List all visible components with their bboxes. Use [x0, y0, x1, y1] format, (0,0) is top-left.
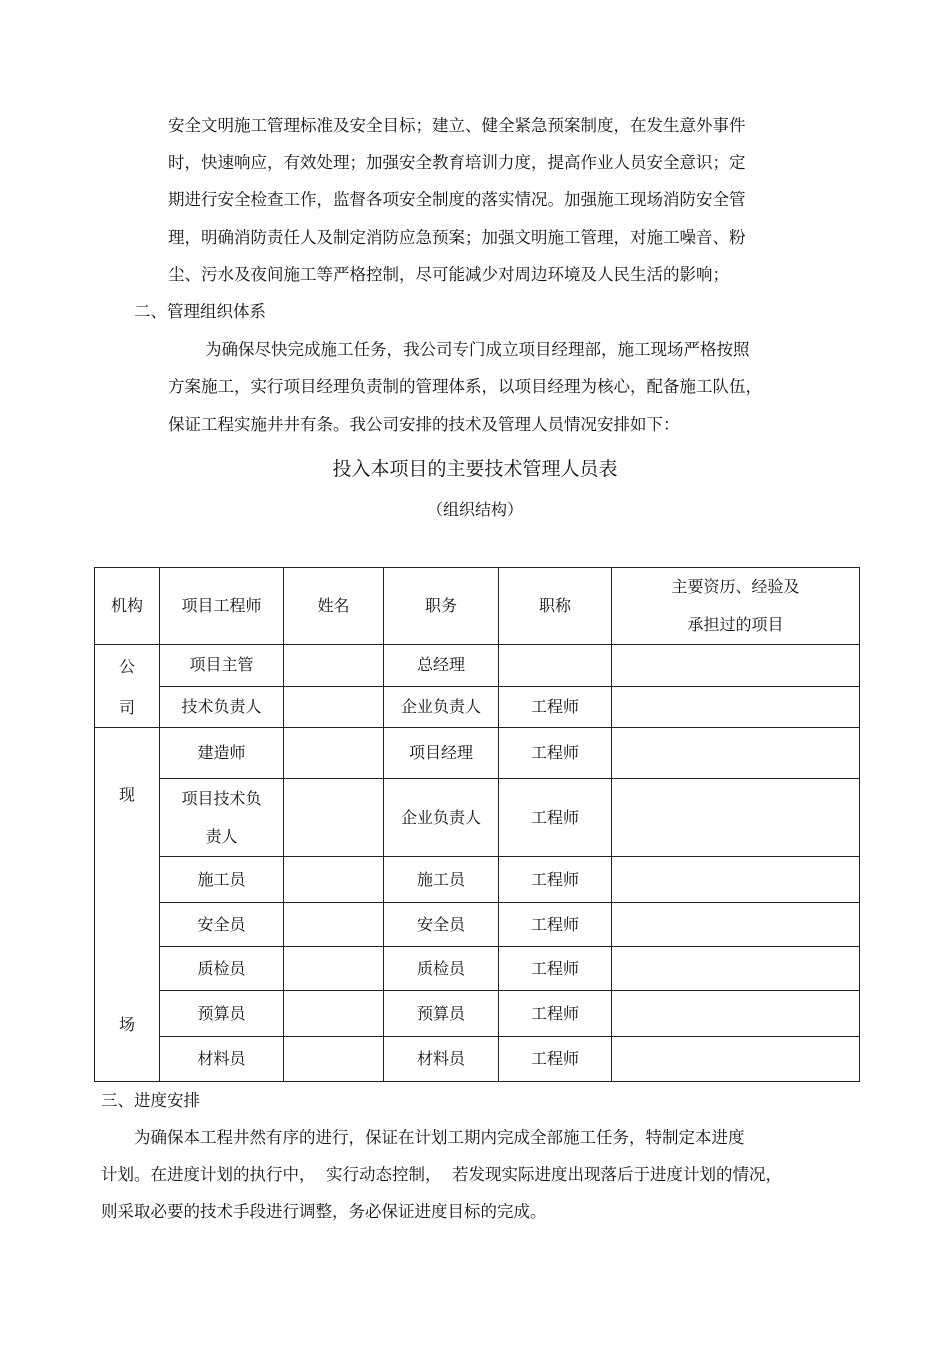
table-row — [95, 1037, 860, 1082]
row-position: 安全员 — [384, 903, 499, 947]
header-experience-line2: 承担过的项目 — [687, 615, 784, 634]
staff-table — [94, 567, 860, 1082]
section2-line-2: 方案施工，实行项目经理负责制的管理体系，以项目经理为核心，配备施工队伍， — [168, 377, 762, 396]
row-name — [284, 903, 384, 947]
table-subtitle: （组织结构） — [426, 500, 523, 519]
table-row — [95, 728, 860, 779]
row-engineer: 建造师 — [160, 728, 284, 779]
row-engineer: 材料员 — [160, 1037, 284, 1082]
intro-line-1: 安全文明施工管理标准及安全目标；建立、健全紧急预案制度，在发生意外事件 — [168, 116, 746, 135]
row-experience — [612, 903, 860, 947]
row-engineer-line2: 责人 — [205, 826, 238, 846]
row-title — [499, 645, 612, 687]
org-site-top: 现 — [118, 785, 135, 804]
section3-line-1: 为确保本工程井然有序的进行，保证在计划工期内完成全部施工任务，特制定本进度 — [134, 1128, 745, 1147]
intro-line-4: 理，明确消防责任人及制定消防应急预案；加强文明施工管理，对施工噪音、粉 — [168, 228, 746, 247]
table-row — [95, 686, 860, 728]
row-experience — [612, 991, 860, 1037]
row-name — [284, 857, 384, 903]
row-name — [284, 728, 384, 779]
row-engineer: 施工员 — [160, 857, 284, 903]
row-name — [284, 991, 384, 1037]
row-engineer-line1: 项目技术负 — [181, 788, 262, 808]
table-row — [95, 779, 860, 857]
row-position: 企业负责人 — [384, 779, 499, 857]
row-title: 工程师 — [499, 947, 612, 991]
row-experience — [612, 645, 860, 687]
section3-line-3: 则采取必要的技术手段进行调整，务必保证进度目标的完成。 — [101, 1202, 547, 1221]
org-site-bottom: 场 — [118, 1015, 135, 1034]
header-name: 姓名 — [284, 568, 384, 645]
row-title: 工程师 — [499, 1037, 612, 1082]
row-position: 质检员 — [384, 947, 499, 991]
org-company-cell — [95, 645, 160, 728]
table-row — [95, 947, 860, 991]
row-engineer — [160, 779, 284, 857]
row-experience — [612, 857, 860, 903]
row-title: 工程师 — [499, 857, 612, 903]
section2-line-3: 保证工程实施井井有条。我公司安排的技术及管理人员情况安排如下： — [168, 415, 680, 434]
row-name — [284, 645, 384, 687]
row-title: 工程师 — [499, 686, 612, 728]
header-experience — [612, 568, 860, 645]
section3-heading: 三、进度安排 — [101, 1091, 200, 1110]
intro-line-5: 尘、污水及夜间施工等严格控制，尽可能减少对周边环境及人民生活的影响； — [168, 265, 729, 284]
table-row — [95, 645, 860, 687]
org-company-bottom: 司 — [118, 698, 135, 717]
row-position: 企业负责人 — [384, 686, 499, 728]
row-position: 施工员 — [384, 857, 499, 903]
row-engineer: 技术负责人 — [160, 686, 284, 728]
row-position: 材料员 — [384, 1037, 499, 1082]
row-name — [284, 779, 384, 857]
row-experience — [612, 779, 860, 857]
section2-line-1: 为确保尽快完成施工任务，我公司专门成立项目经理部，施工现场严格按照 — [205, 340, 750, 359]
header-title: 职称 — [499, 568, 612, 645]
row-position: 总经理 — [384, 645, 499, 687]
section2-heading: 二、管理组织体系 — [134, 302, 266, 321]
row-experience — [612, 728, 860, 779]
row-title: 工程师 — [499, 903, 612, 947]
row-title: 工程师 — [499, 728, 612, 779]
row-engineer: 项目主管 — [160, 645, 284, 687]
header-experience-line1: 主要资历、经验及 — [671, 577, 800, 596]
row-position: 项目经理 — [384, 728, 499, 779]
header-position: 职务 — [384, 568, 499, 645]
intro-line-2: 时，快速响应，有效处理；加强安全教育培训力度，提高作业人员安全意识；定 — [168, 153, 746, 172]
row-name — [284, 1037, 384, 1082]
table-row — [95, 857, 860, 903]
header-org: 机构 — [95, 568, 160, 645]
org-site-cell — [95, 728, 160, 1082]
row-title: 工程师 — [499, 991, 612, 1037]
row-title: 工程师 — [499, 779, 612, 857]
section3-line-2: 计划。在进度计划的执行中， 实行动态控制， 若发现实际进度出现落后于进度计划的情况， — [101, 1165, 782, 1184]
row-engineer: 安全员 — [160, 903, 284, 947]
table-row — [95, 903, 860, 947]
header-engineer: 项目工程师 — [160, 568, 284, 645]
table-header-row — [95, 568, 860, 645]
row-experience — [612, 1037, 860, 1082]
row-experience — [612, 947, 860, 991]
table-row — [95, 991, 860, 1037]
row-name — [284, 947, 384, 991]
org-company-top: 公 — [118, 657, 135, 676]
row-engineer: 质检员 — [160, 947, 284, 991]
row-position: 预算员 — [384, 991, 499, 1037]
table-title: 投入本项目的主要技术管理人员表 — [332, 458, 618, 480]
row-name — [284, 686, 384, 728]
row-experience — [612, 686, 860, 728]
row-engineer: 预算员 — [160, 991, 284, 1037]
intro-line-3: 期进行安全检查工作，监督各项安全制度的落实情况。加强施工现场消防安全管 — [168, 190, 746, 209]
